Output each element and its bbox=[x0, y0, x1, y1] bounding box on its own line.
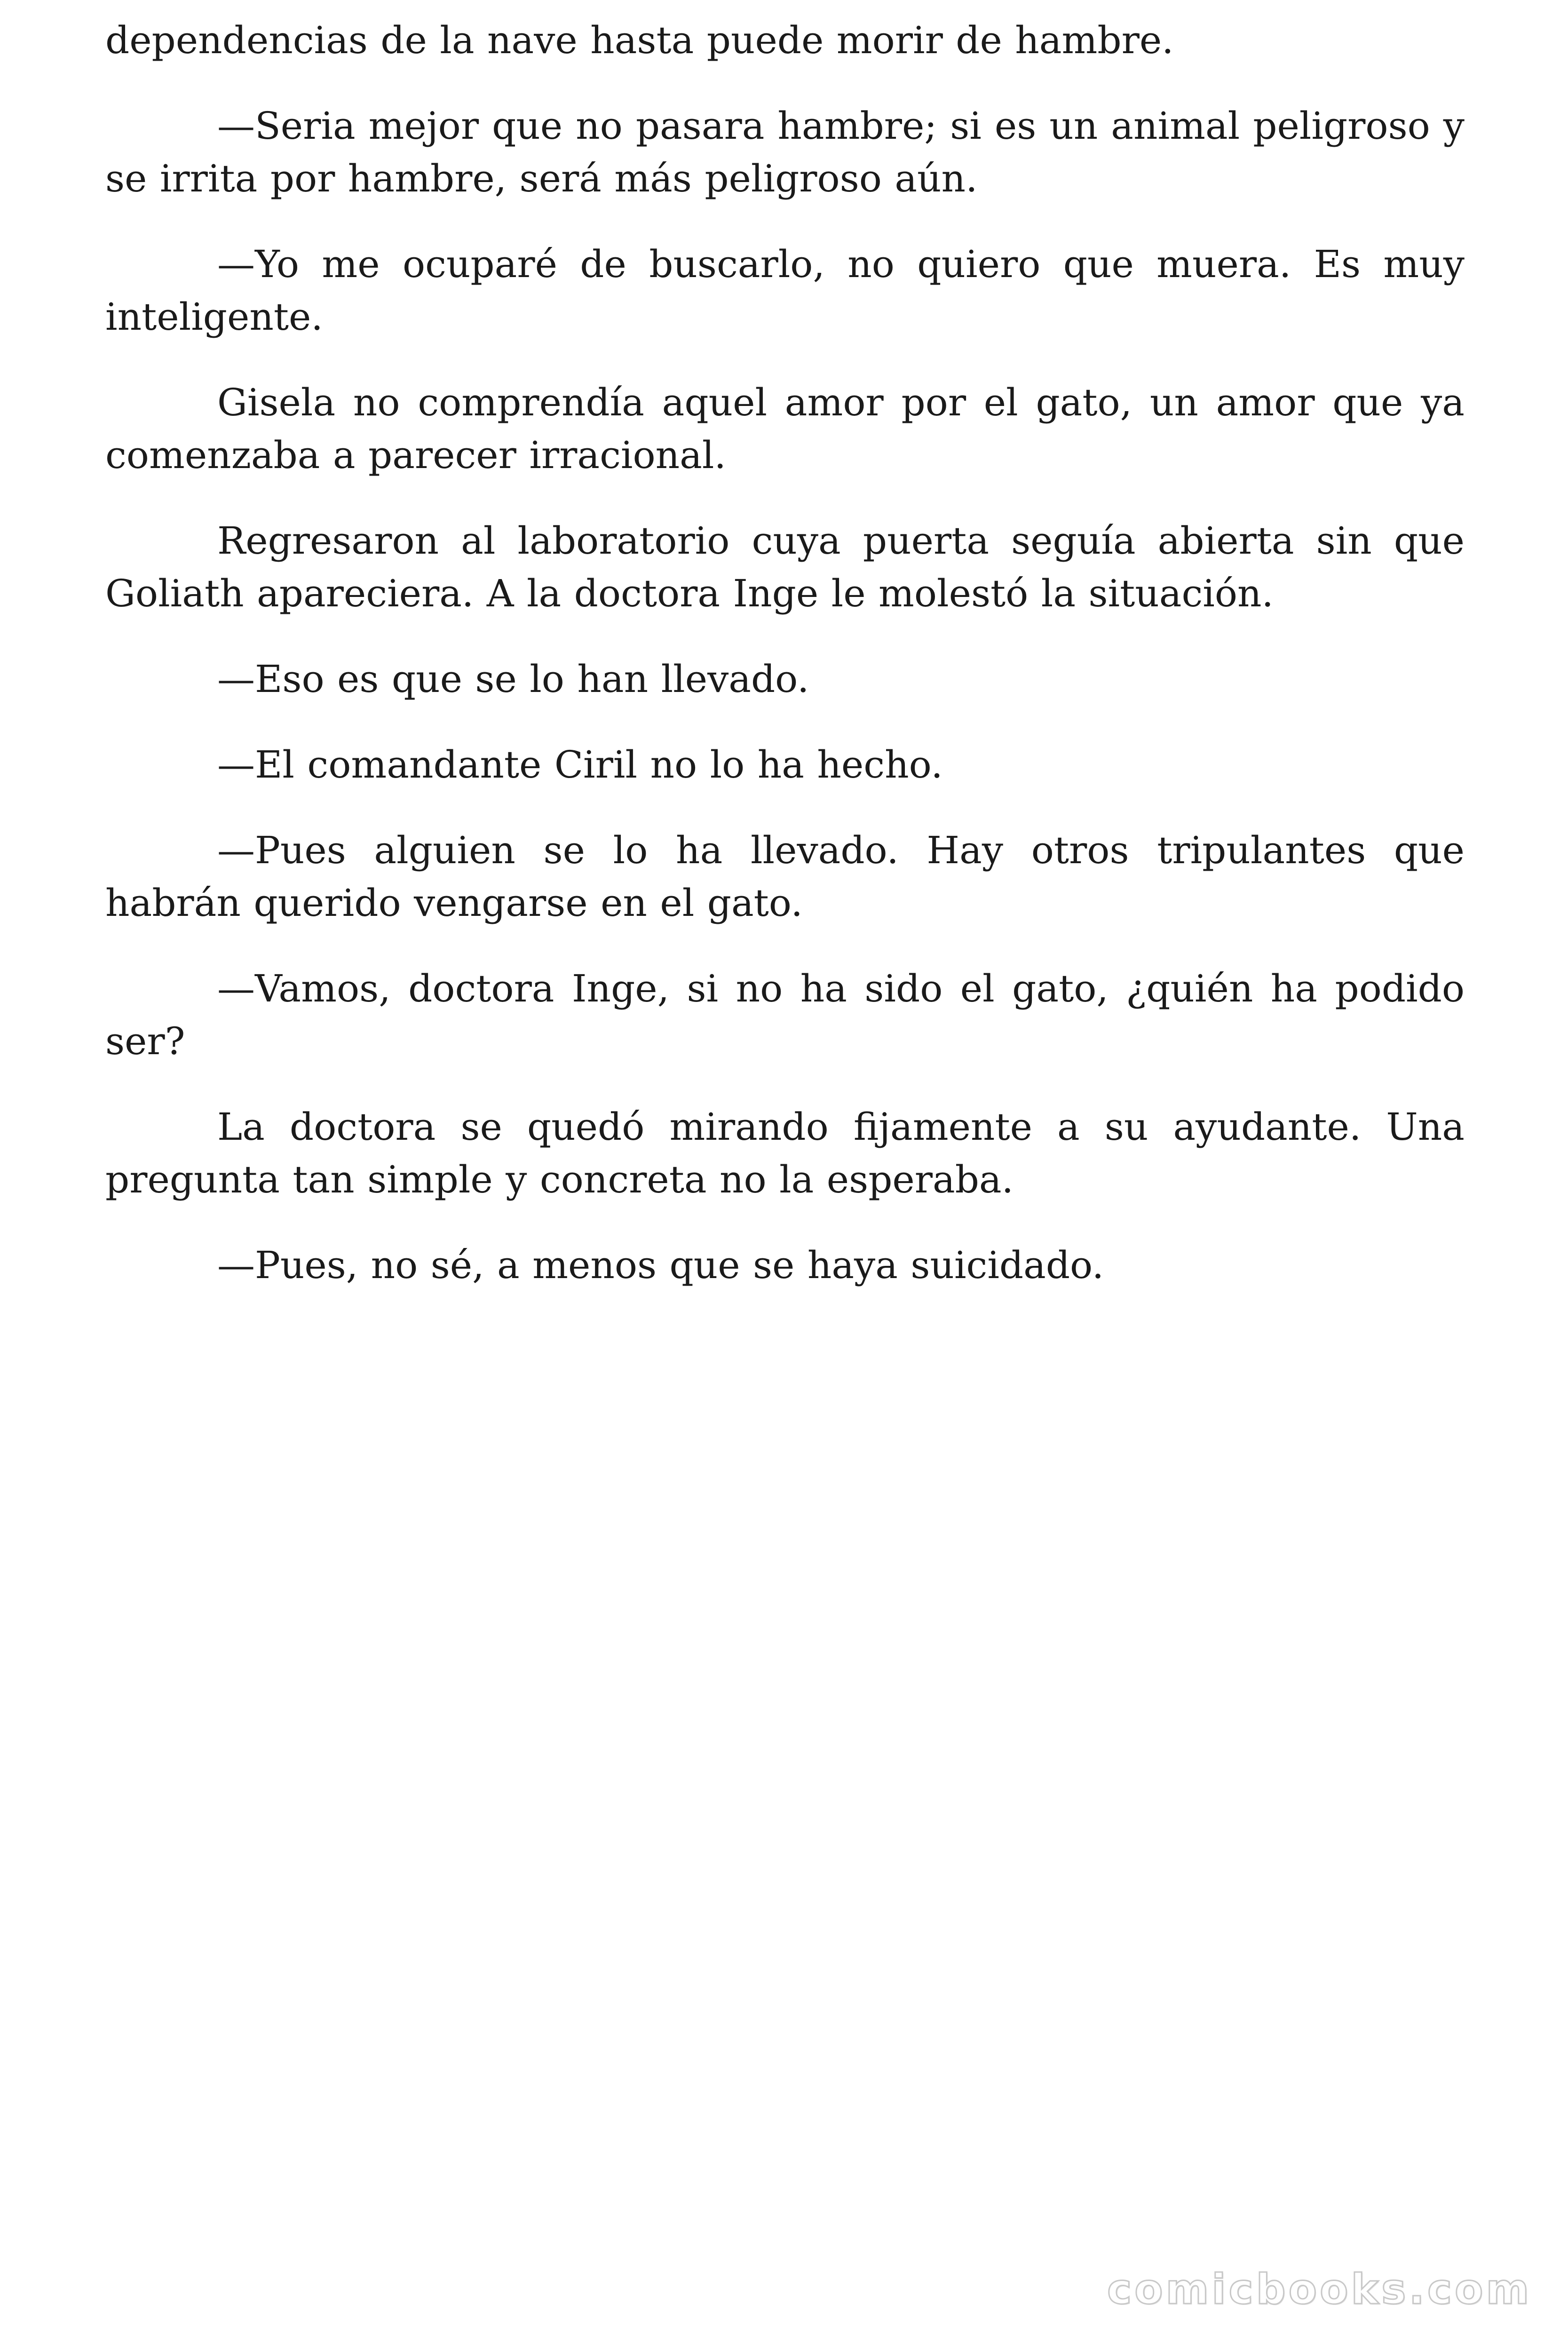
paragraph: La doctora se quedó mirando fijamente a su ayudante. Una pregunta tan simple y concreta no la esperaba. bbox=[105, 1105, 1465, 1201]
watermark: comicbooks.com bbox=[1107, 2265, 1532, 2313]
paragraph: —Pues, no sé, a menos que se haya suicidado. bbox=[217, 1243, 1104, 1287]
paragraph-continuation: dependencias de la nave hasta puede morir de hambre. bbox=[105, 18, 1174, 62]
paragraph: Gisela no comprendía aquel amor por el gato, un amor que ya comenzaba a parecer irracional. bbox=[105, 381, 1465, 477]
paragraph: —Pues alguien se lo ha llevado. Hay otros tripulantes que habrán querido vengarse en el gato. bbox=[105, 828, 1465, 925]
paragraph: —Eso es que se lo han llevado. bbox=[217, 657, 809, 701]
text-column bbox=[105, 14, 1465, 1325]
paragraph: —Vamos, doctora Inge, si no ha sido el gato, ¿quién ha podido ser? bbox=[105, 967, 1465, 1063]
paragraph: —Yo me ocuparé de buscarlo, no quiero que muera. Es muy inteligente. bbox=[105, 242, 1465, 339]
paragraph: Regresaron al laboratorio cuya puerta seguía abierta sin que Goliath apareciera. A la doctora Inge le molestó la situación. bbox=[105, 519, 1465, 615]
paragraph: —El comandante Ciril no lo ha hecho. bbox=[217, 743, 943, 787]
paragraph: —Seria mejor que no pasara hambre; si es un animal peligroso y se irrita por hambre, será más peligroso aún. bbox=[105, 104, 1465, 200]
